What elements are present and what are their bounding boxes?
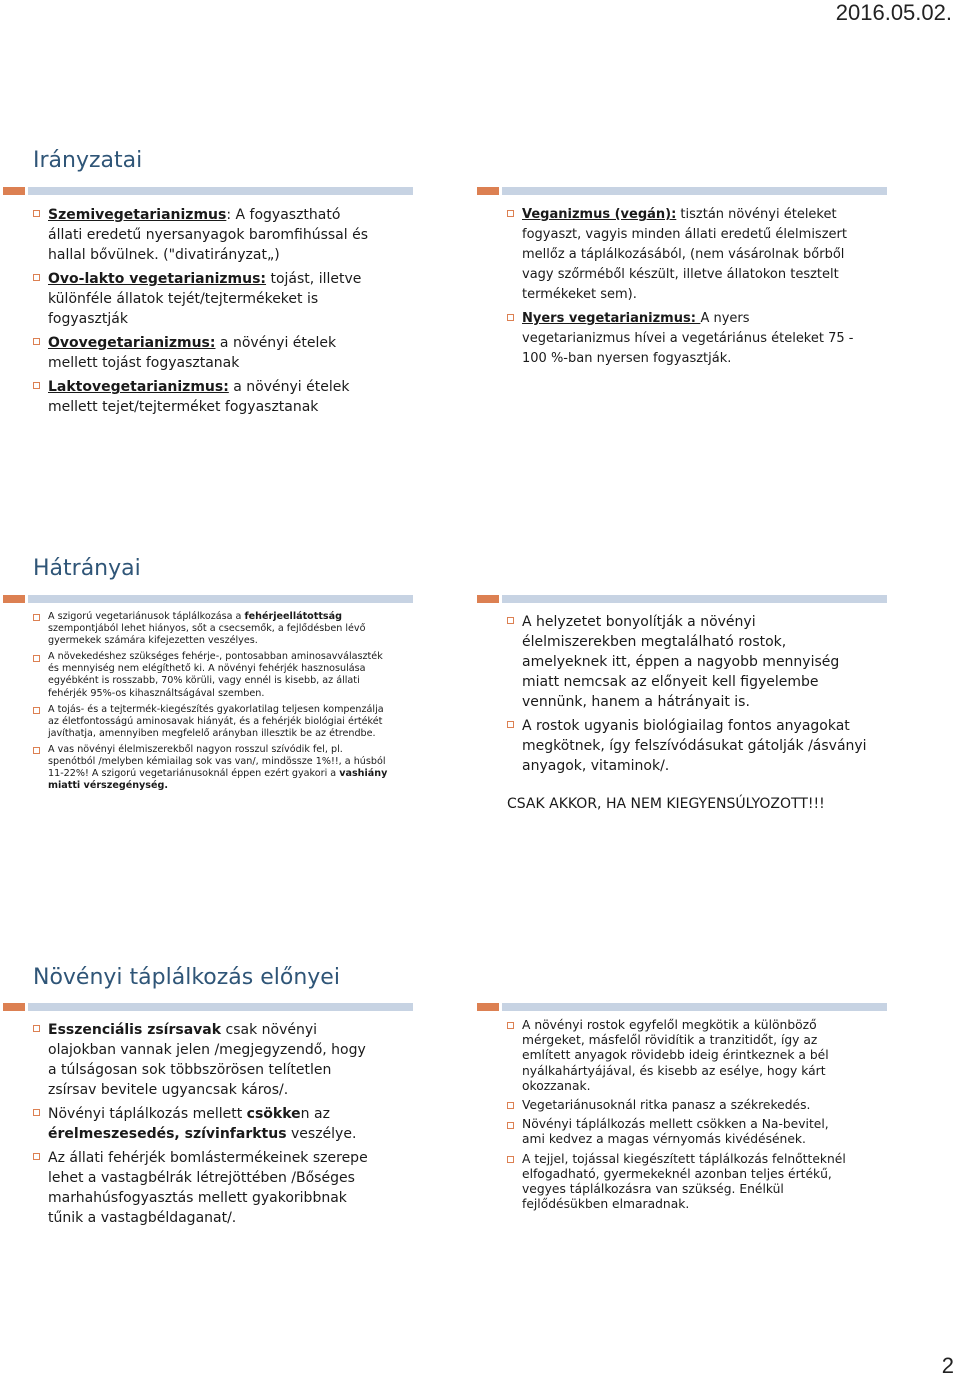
square-bullet-icon bbox=[507, 1122, 514, 1129]
title-divider bbox=[3, 187, 413, 195]
page-number: 2 bbox=[941, 1353, 954, 1378]
list-item: Szemivegetarianizmus: A fogyasztható állati eredetű nyersanyagok baromfihússal és hallal bővülnek. ("divatirányzat„) bbox=[33, 205, 378, 265]
list-item: Ovo-lakto vegetarianizmus: tojást, illetve különféle állatok tejét/tejtermékeket is fogyasztják bbox=[33, 269, 378, 329]
square-bullet-icon bbox=[33, 1109, 40, 1116]
list-item: Laktovegetarianizmus: a növényi ételek mellett tejet/tejterméket fogyasztanak bbox=[33, 377, 378, 417]
slide-right-column bbox=[507, 1018, 852, 1216]
title-divider bbox=[477, 187, 887, 195]
list-item: A tojás- és a tejtermék-kiegészítés gyakorlatilag teljesen kompenzálja az életfontosságú aminosavak hiányát, és a fehérjék biológiai értékét javíthatja, amennyiben megfelelő arányban illesztik be az étrendbe. bbox=[33, 704, 393, 740]
square-bullet-icon bbox=[507, 1102, 514, 1109]
square-bullet-icon bbox=[33, 338, 40, 345]
slide-title: Növényi táplálkozás előnyei bbox=[33, 965, 340, 990]
list-item: A rostok ugyanis biológiailag fontos anyagokat megkötnek, így felszívódásukat gátolják /ásványi anyagok, vitaminok/. bbox=[507, 716, 867, 776]
list-item: Veganizmus (vegán): tisztán növényi ételeket fogyaszt, vagyis minden állati eredetű élelmiszert mellőz a táplálkozásából, (nem vásárolnak bőrből vagy szőrméből készült, illetve állatokon tesztelt termékeket sem). bbox=[507, 205, 859, 305]
list-item: Növényi táplálkozás mellett csökken a Na-bevitel, ami kedvez a magas vérnyomás kivédésének. bbox=[507, 1117, 852, 1147]
slide-left-column bbox=[33, 1020, 378, 1232]
title-divider bbox=[477, 1003, 887, 1011]
slide-left-column bbox=[33, 611, 393, 796]
slide-left-column bbox=[33, 205, 378, 421]
date-header: 2016.05.02. bbox=[835, 0, 952, 25]
slide-title: Irányzatai bbox=[33, 148, 143, 173]
list-item: A helyzetet bonyolítják a növényi élelmiszerekben megtalálható rostok, amelyeknek itt, éppen a nagyobb mennyiség miatt nemcsak az előnyeit kell figyelembe vennünk, hanem a hátrányait is. bbox=[507, 612, 867, 712]
slide-right-column bbox=[507, 205, 859, 373]
square-bullet-icon bbox=[507, 1022, 514, 1029]
list-item: A növényi rostok egyfelől megkötik a különböző mérgeket, másfelől rövidítik a tranzitidőt, így az említett anyagok rövidebb ideig érintkeznek a bél nyálkahártyájával, és kisebb az esélye, hogy kárt okozzanak. bbox=[507, 1018, 852, 1094]
square-bullet-icon bbox=[33, 614, 40, 621]
slide-right-column bbox=[507, 612, 867, 814]
square-bullet-icon bbox=[33, 382, 40, 389]
square-bullet-icon bbox=[33, 655, 40, 662]
list-item: A vas növényi élelmiszerekből nagyon rosszul szívódik fel, pl. spenótból /melyben kémiailag sok vas van/, mindössze 1%!!, a húsból 11-22%! A szigorú vegetariánusoknál éppen ezért gyakori a vashiány miatti vérszegénység. bbox=[33, 744, 393, 792]
list-item: A szigorú vegetariánusok táplálkozása a fehérjeellátottság szempontjából lehet hiányos, sőt a csecsemők, a fejlődésben lévő gyermekek számára kifejezetten veszélyes. bbox=[33, 611, 393, 647]
list-item: Esszenciális zsírsavak csak növényi olajokban vannak jelen /megjegyzendő, hogy a túlságosan sok többszörösen telítetlen zsírsav bevitele ugyancsak káros/. bbox=[33, 1020, 378, 1100]
square-bullet-icon bbox=[33, 274, 40, 281]
square-bullet-icon bbox=[507, 617, 514, 624]
square-bullet-icon bbox=[507, 721, 514, 728]
square-bullet-icon bbox=[33, 1153, 40, 1160]
list-item: A növekedéshez szükséges fehérje-, pontosabban aminosavválaszték és mennyiség nem elégíthető ki. A növényi fehérjék hasznosulása egyébként is rosszabb, 70% körüli, vagy ennél is kisebb, az állati fehérjék 95%-os kihasználtságával szemben. bbox=[33, 651, 393, 699]
list-item: A tejjel, tojással kiegészített táplálkozás felnőtteknél elfogadható, gyermekeknél azonban teljes értékű, vegyes táplálkozásra van szükség. Enélkül fejlődésükben elmaradnak. bbox=[507, 1152, 852, 1213]
square-bullet-icon bbox=[507, 1156, 514, 1163]
square-bullet-icon bbox=[507, 314, 514, 321]
list-item: Nyers vegetarianizmus: A nyers vegetarianizmus hívei a vegetáriánus ételeket 75 - 100 %-ban nyersen fogyasztják. bbox=[507, 309, 859, 369]
title-divider bbox=[477, 595, 887, 603]
title-divider bbox=[3, 595, 413, 603]
list-item: Növényi táplálkozás mellett csökken az érelmeszesedés, szívinfarktus veszélye. bbox=[33, 1104, 378, 1144]
slide-title: Hátrányai bbox=[33, 556, 141, 581]
square-bullet-icon bbox=[507, 210, 514, 217]
list-item: Vegetariánusoknál ritka panasz a székrekedés. bbox=[507, 1098, 852, 1113]
square-bullet-icon bbox=[33, 210, 40, 217]
title-divider bbox=[3, 1003, 413, 1011]
square-bullet-icon bbox=[33, 707, 40, 714]
square-bullet-icon bbox=[33, 1025, 40, 1032]
emphasis-note: CSAK AKKOR, HA NEM KIEGYENSÚLYOZOTT!!! bbox=[507, 796, 825, 812]
list-item: Az állati fehérjék bomlástermékeinek szerepe lehet a vastagbélrák létrejöttében /Bőséges marhahúsfogyasztás mellett gyakoribbnak tűnik a vastagbéldaganat/. bbox=[33, 1148, 378, 1228]
list-item: Ovovegetarianizmus: a növényi ételek mellett tojást fogyasztanak bbox=[33, 333, 378, 373]
square-bullet-icon bbox=[33, 747, 40, 754]
